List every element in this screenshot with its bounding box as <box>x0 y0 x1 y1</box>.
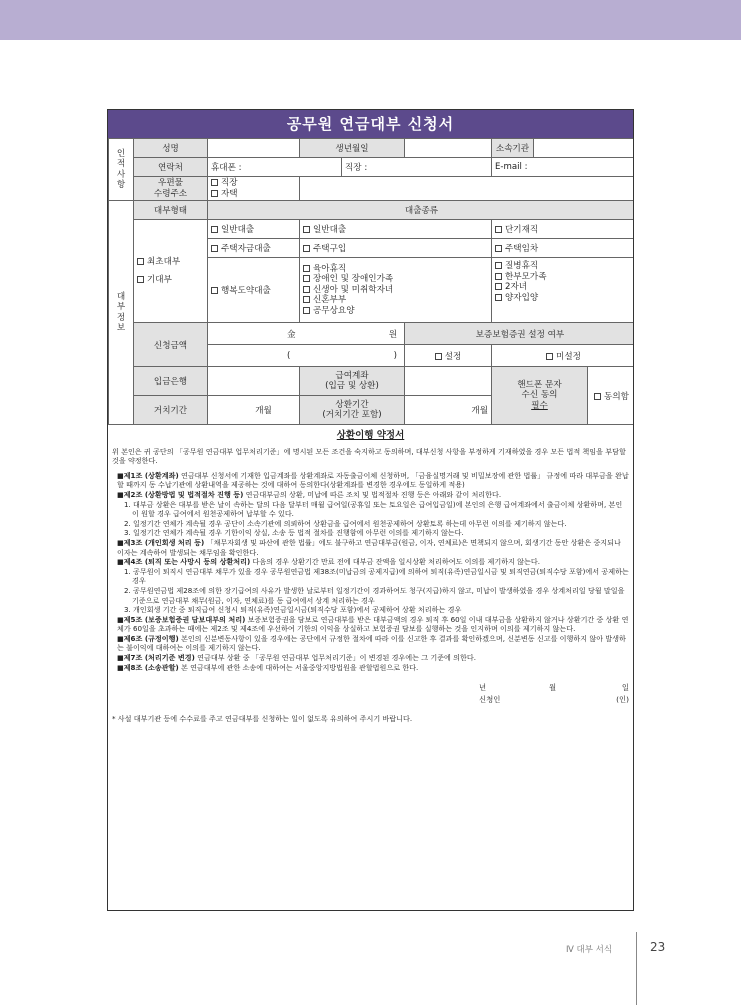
opt-two-children[interactable]: 2자녀 <box>495 282 632 293</box>
article-2-item: 2. 일정기간 연체가 계속될 경우 공단이 소속기관에 의뢰하여 상환금을 급여에서 원천공제하여 상환토록 하는데 아무런 이의를 제기하지 않는다. <box>124 518 567 528</box>
checkbox-icon <box>137 276 144 283</box>
form-title: 공무원 연금대부 신청서 <box>108 110 633 138</box>
kind-general[interactable]: 일반대출 <box>300 220 492 239</box>
bank-label: 입금은행 <box>134 367 208 396</box>
birth-field[interactable] <box>405 139 492 158</box>
opt-single-parent[interactable]: 한부모가족 <box>495 272 632 283</box>
loan-section-label: 대 부 정 보 <box>109 201 134 425</box>
amount-hangul-field[interactable]: ( ) <box>208 345 405 367</box>
article-8: ■제8조 (소송관할) 본 연금대부에 관한 소송에 대하여는 서울중앙지방법원을 관할법원으로 한다. <box>117 662 419 672</box>
checkbox-icon <box>495 262 502 269</box>
insurance-label: 보증보험증권 설정 여부 <box>405 323 635 345</box>
repay-period-label: 상환기간 (거치기간 포함) <box>300 396 405 425</box>
warning-note: * 사설 대부기관 등에 수수료를 주고 연금대부를 신청하는 일이 없도록 유의하여 주시기 바랍니다. <box>112 714 413 724</box>
opt-sick-leave[interactable]: 질병휴직 <box>495 261 632 272</box>
article-2: ■제2조 (상환방법 및 법적절차 진행 등) 연금대부금의 상환, 미납에 따른 조치 및 법적절차 진행 등은 아래와 같이 처리한다. <box>117 489 502 499</box>
article-7: ■제7조 (처리기준 변경) 연금대부 상환 중 「공무원 연금대부 업무처리기준」이 변경된 경우에는 그 기준에 의한다. <box>117 653 476 663</box>
article-3: ■제3조 (개인회생 처리 등) 「채무자회생 및 파산에 관한 법률」에도 불구하고 연금대부금(원금, 이자, 연체료)은 면책되지 않으며, 회생기간 동안 상환은 중지되나 이자는 계속하여 발생되는 채무임을 확인한다. <box>117 537 621 557</box>
mail-address-label: 우편물 수령주소 <box>134 177 208 201</box>
article-6: ■제6조 (규정이행) 본인의 신분변동사항이 있을 경우에는 공단에서 규정한 절차에 따라 이를 신고한 후 결과를 확인하겠으며, 신분변동 신고를 이행하지 않아 발생하는 불이익에 대하여는 이의를 제기하지 않는다. <box>117 633 626 653</box>
article-4: ■제4조 (퇴직 또는 사망시 등의 상환처리) 다음의 경우 상환기간 만료 전에 대부금 잔액을 일시상환 처리하여도 이의를 제기하지 않는다. <box>117 557 540 567</box>
amount-field[interactable]: 金 원 <box>208 323 405 345</box>
opt-adoption[interactable]: 양자입양 <box>495 293 632 304</box>
email-field[interactable]: E-mail : <box>492 158 635 177</box>
checkbox-icon <box>303 286 310 293</box>
article-2-item: 1. 대부금 상환은 대부를 받은 날이 속하는 달의 다음 달부터 매월 급여일(공휴일 또는 토요일은 급여입금일)에 본인의 은행 급여계좌에서 출금이체 상환하며, 본인이 원할 경우 급여에서 원천공제하여 납부할 수 있다. <box>124 499 623 519</box>
page-number: 23 <box>650 940 666 954</box>
checkbox-icon <box>211 190 218 197</box>
article-4-item: 3. 개인회생 기간 중 퇴직급여 신청시 퇴직(유족)연금일시금(퇴직수당 포함)에서 공제하여 상환 처리하는 경우 <box>124 605 462 615</box>
checkbox-icon <box>303 275 310 282</box>
application-table <box>108 138 634 425</box>
checkbox-icon <box>435 353 442 360</box>
checkbox-icon <box>211 245 218 252</box>
bullet-icon: ■ <box>117 470 124 480</box>
loan-application-form <box>107 109 634 911</box>
amount-label: 신청금액 <box>134 323 208 367</box>
top-color-band <box>0 0 741 40</box>
contact-label: 연락처 <box>134 158 208 177</box>
type-first-loan[interactable]: 최초대부 <box>137 257 204 268</box>
checkbox-icon <box>211 179 218 186</box>
article-5: ■제5조 (보증보험증권 담보대부의 처리) 보증보험증권을 담보로 연금대부를 받은 대부금액의 경우 퇴직 후 60일 이내 대부금을 상환하지 않거나 상환기간 중 상환 연체가 60일을 초과하는 때에는 제2조 및 제4조에 우선하여 기한의 이익을 상실하고 보험증권 담보를 실행하는 것을 인지하며 이의를 제기하지 않는다. <box>117 614 629 634</box>
account-label: 급여계좌 (입금 및 상환) <box>300 367 405 396</box>
bullet-icon: ■ <box>117 557 124 567</box>
applicant-line[interactable]: 신청인 (인) <box>479 695 629 705</box>
bullet-icon: ■ <box>117 614 124 624</box>
kind-short-service[interactable]: 단기재직 <box>492 220 635 239</box>
article-4-item: 1. 공무원이 퇴직시 연금대부 채무가 있을 경우 공무원연금법 제38조(미납금의 공제지급)에 의하여 퇴직(유족)연금일시금 및 퇴직연금(퇴직수당 포함)에서 공제하는 경우 <box>124 566 629 586</box>
mail-options <box>208 177 300 201</box>
checkbox-icon <box>495 273 502 280</box>
article-2-item: 3. 일정기간 연체가 계속될 경우 기한이익 상실, 소송 등 법적 절차를 진행함에 아무런 이의를 제기하지 않는다. <box>124 528 464 538</box>
checkbox-icon <box>303 265 310 272</box>
checkbox-icon <box>495 245 502 252</box>
happiness-options-right <box>492 258 635 323</box>
account-field[interactable] <box>405 367 492 396</box>
sms-consent-label: 핸드폰 문자 수신 동의 필수 <box>492 367 588 425</box>
opt-official-injury[interactable]: 공무상요양 <box>303 306 488 317</box>
kind-house-lease[interactable]: 주택임차 <box>492 239 635 258</box>
checkbox-icon <box>211 287 218 294</box>
signature-block <box>112 682 629 706</box>
bullet-icon: ■ <box>117 662 124 672</box>
bullet-icon: ■ <box>117 653 124 663</box>
opt-parental-leave[interactable]: 육아휴직 <box>303 264 488 275</box>
mobile-field[interactable]: 휴대폰 : <box>208 158 342 177</box>
checkbox-icon <box>495 294 502 301</box>
opt-newlywed[interactable]: 신혼부부 <box>303 295 488 306</box>
bullet-icon: ■ <box>117 537 124 547</box>
work-phone-field[interactable]: 직장 : <box>342 158 492 177</box>
checkbox-icon <box>303 307 310 314</box>
opt-newborn[interactable]: 신생아 및 미취학자녀 <box>303 285 488 296</box>
article-1: ■제1조 (상환계좌) 연금대부 신청서에 기재한 입금계좌를 상환계좌로 자동출금이체 신청하며, 「금융실명거래 및 비밀보장에 관한 법률」 규정에 따라 대부금을 완납할 때까지 동 수납기관에 상환내역을 제공하는 것에 대하여 동의한다(상환계좌를 변경한 경우에도 동일하게 적용) <box>117 470 629 490</box>
footer-divider <box>636 932 637 1005</box>
agency-label: 소속기관 <box>492 139 534 158</box>
checkbox-icon <box>495 283 502 290</box>
kind-general-loan[interactable]: 일반대출 <box>208 220 300 239</box>
loan-kind-header: 대출종류 <box>208 201 635 220</box>
loan-type-header: 대부형태 <box>134 201 208 220</box>
insurance-set[interactable]: 설정 <box>405 345 492 367</box>
type-existing-loan[interactable]: 기대부 <box>137 275 204 286</box>
personal-section-label: 인 적 사 항 <box>109 139 134 201</box>
name-label: 성명 <box>134 139 208 158</box>
bullet-icon: ■ <box>117 489 124 499</box>
checkbox-icon <box>546 353 553 360</box>
mail-address-field[interactable] <box>300 177 635 201</box>
name-field[interactable] <box>208 139 300 158</box>
birth-label: 생년월일 <box>300 139 405 158</box>
insurance-unset[interactable]: 미설정 <box>492 345 635 367</box>
bank-field[interactable] <box>208 367 300 396</box>
agreement-title: 상환이행 약정서 <box>336 430 405 441</box>
grace-field[interactable]: 개월 <box>208 396 300 425</box>
repay-period-field[interactable]: 개월 <box>405 396 492 425</box>
mail-option-work[interactable]: 직장 <box>211 178 296 189</box>
section-footer: Ⅳ 대부 서식 <box>566 945 613 955</box>
opt-disabled[interactable]: 장애인 및 장애인가족 <box>303 274 488 285</box>
sms-consent-agree[interactable]: 동의함 <box>588 367 635 425</box>
checkbox-icon <box>495 226 502 233</box>
bullet-icon: ■ <box>117 633 124 643</box>
checkbox-icon <box>137 258 144 265</box>
article-4-item: 2. 공무원연금법 제28조에 의한 장기급여의 사유가 발생한 날로부터 일정기간이 경과하여도 청구(지급)하지 않고, 미납이 발생하였을 경우 상계처리일 당월 말일을 기준으로 연금대부 채무(원금, 이자, 연체료)를 동 급여에서 상계 처리하는 경우 <box>124 585 625 605</box>
checkbox-icon <box>303 226 310 233</box>
kind-house-purchase[interactable]: 주택구입 <box>300 239 492 258</box>
mail-option-home[interactable]: 자택 <box>211 189 296 200</box>
grace-label: 거치기간 <box>134 396 208 425</box>
kind-housing-loan[interactable]: 주택자금대출 <box>208 239 300 258</box>
date-line[interactable]: 년 월 일 <box>479 683 629 693</box>
checkbox-icon <box>211 226 218 233</box>
repayment-agreement <box>108 431 633 724</box>
agency-field[interactable] <box>534 139 635 158</box>
kind-happiness-loan[interactable]: 행복도약대출 <box>208 258 300 323</box>
checkbox-icon <box>594 393 601 400</box>
loan-type-options <box>134 220 208 323</box>
checkbox-icon <box>303 245 310 252</box>
checkbox-icon <box>303 296 310 303</box>
agreement-intro: 위 본인은 귀 공단의 「공무원 연금대부 업무처리기준」에 명시된 모든 조건을 숙지하고 동의하며, 대부신청 사항을 부정하게 기재하였을 경우 모든 법적 책임을 부담할 것을 약정한다. <box>112 446 626 466</box>
happiness-options-left <box>300 258 492 323</box>
